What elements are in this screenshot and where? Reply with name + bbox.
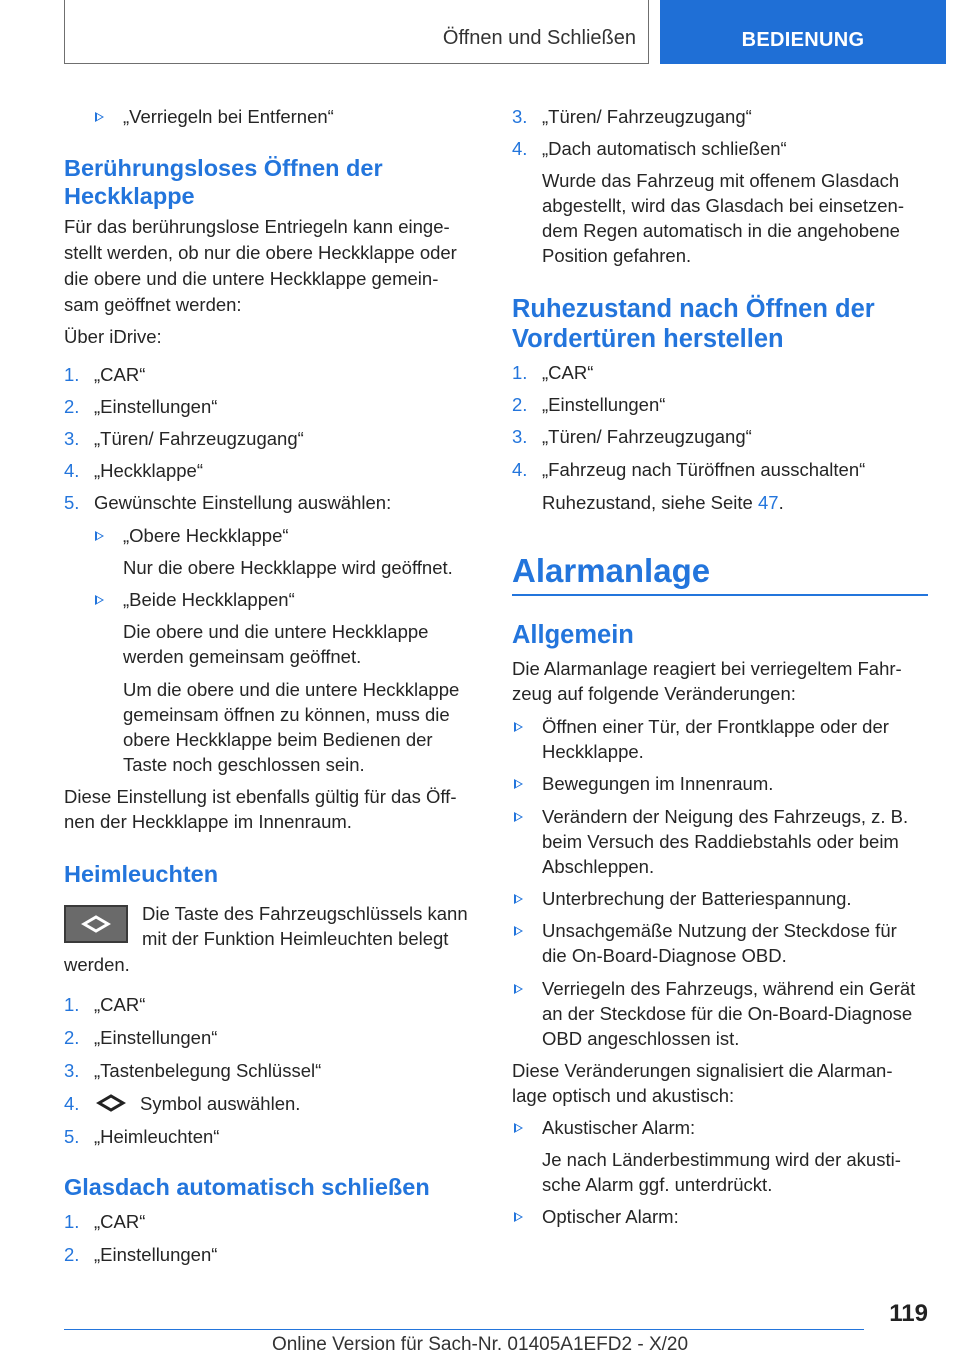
step-text: „Türen/ Fahrzeugzugang“	[94, 428, 304, 449]
step-number: 2.	[64, 396, 80, 417]
step-text: „CAR“	[542, 362, 594, 383]
sub-bullet-label: „Obere Heckklappe“	[123, 525, 289, 546]
chevron-diamond-icon	[94, 1092, 128, 1114]
step-number: 1.	[64, 1211, 80, 1232]
step-number: 2.	[64, 1244, 80, 1265]
heading-beruehrung-2: Heckklappe	[64, 183, 195, 209]
sub-bullet-text: Um die obere und die untere Heckklappe	[123, 679, 460, 700]
paragraph-line: nen der Heckklappe im Innenraum.	[64, 811, 352, 832]
sub-bullet-text: gemeinsam öffnen zu können, muss die	[123, 704, 450, 725]
bullet-text: Akustischer Alarm:	[542, 1117, 696, 1138]
step-number: 3.	[64, 1060, 80, 1081]
step-text: „Dach automatisch schließen“	[542, 138, 787, 159]
paragraph-line: stellt werden, ob nur die obere Heckklappe oder	[64, 242, 457, 263]
bullet-text: Unterbrechung der Batteriespannung.	[542, 888, 852, 909]
step-number: 3.	[512, 426, 528, 447]
step-number: 2.	[512, 394, 528, 415]
footer-divider	[64, 1329, 864, 1330]
header-chapter-title: BEDIENUNG	[741, 29, 865, 51]
sub-bullet-text: werden gemeinsam geöffnet.	[123, 646, 362, 667]
bullet-text: beim Versuch des Raddiebstahls oder beim	[542, 831, 899, 852]
bullet-text: Verändern der Neigung des Fahrzeugs, z. B.	[542, 806, 909, 827]
page-reference-dot: .	[778, 492, 784, 513]
bullet-text: an der Steckdose für die On-Board-Diagnose	[542, 1003, 913, 1024]
paragraph-line: Über iDrive:	[64, 326, 162, 347]
paragraph-line: sam geöffnet werden:	[64, 294, 242, 315]
step-text: „Türen/ Fahrzeugzugang“	[542, 426, 752, 447]
paragraph-line: Diese Einstellung ist ebenfalls gültig für das Öff-	[64, 786, 457, 807]
bullet-text: Bewegungen im Innenraum.	[542, 773, 774, 794]
bullet-triangle-icon	[514, 1123, 523, 1133]
bullet-text: Verriegeln des Fahrzeugs, während ein Gerät	[542, 978, 916, 999]
paragraph-line: mit der Funktion Heimleuchten belegt	[142, 928, 449, 949]
bullet-text: Abschleppen.	[542, 856, 655, 877]
page-link[interactable]: 47	[757, 492, 779, 513]
step-number: 1.	[64, 364, 80, 385]
header-section-title: Öffnen und Schließen	[442, 27, 636, 49]
step-text: „CAR“	[94, 994, 146, 1015]
paragraph-line: Diese Veränderungen signalisiert die Alarman-	[512, 1060, 893, 1081]
heading-glasdach: Glasdach automatisch schließen	[64, 1174, 430, 1200]
heading-ruhezustand-2: Vordertüren herstellen	[512, 325, 784, 353]
header-chapter-tab	[660, 0, 946, 64]
step-number: 4.	[512, 138, 528, 159]
heading-heimleuchten: Heimleuchten	[64, 861, 219, 887]
paragraph-line: Für das berührungslose Entriegeln kann einge-	[64, 216, 450, 237]
heading-allgemein: Allgemein	[512, 621, 634, 649]
step-number: 3.	[64, 428, 80, 449]
key-button-image	[64, 905, 128, 943]
step-text: „Türen/ Fahrzeugzugang“	[542, 106, 752, 127]
chevron-diamond-icon	[66, 907, 126, 941]
bullet-description: Je nach Länderbestimmung wird der akusti-	[542, 1149, 901, 1170]
step-text: „CAR“	[94, 364, 146, 385]
step-text: „Heckklappe“	[94, 460, 203, 481]
heading-alarmanlage: Alarmanlage	[512, 552, 711, 589]
bullet-triangle-icon	[514, 984, 523, 994]
bullet-text: OBD angeschlossen ist.	[542, 1028, 740, 1049]
page-number: 119	[889, 1300, 928, 1327]
step-number: 1.	[512, 362, 528, 383]
footer-version: Online Version für Sach-Nr. 01405A1EFD2 - X/20	[271, 1334, 689, 1355]
paragraph-line: zeug auf folgende Veränderungen:	[512, 683, 796, 704]
bullet-triangle-icon	[95, 595, 104, 605]
step-number: 3.	[512, 106, 528, 127]
step-number: 4.	[512, 459, 528, 480]
sub-bullet-text: Die obere und die untere Heckklappe	[123, 621, 429, 642]
bullet-triangle-icon	[514, 1212, 523, 1222]
step-number: 5.	[64, 1126, 80, 1147]
paragraph-line: Die Alarmanlage reagiert bei verriegeltem Fahr-	[512, 658, 902, 679]
step-number: 4.	[64, 1093, 80, 1114]
bullet-triangle-icon	[514, 812, 523, 822]
paragraph-line: werden.	[64, 954, 130, 975]
step-text: „Tastenbelegung Schlüssel“	[94, 1060, 322, 1081]
step-text: „Heimleuchten“	[94, 1126, 220, 1147]
bullet-text: Unsachgemäße Nutzung der Steckdose für	[542, 920, 897, 941]
bullet-triangle-icon	[514, 894, 523, 904]
bullet-text: die On-Board-Diagnose OBD.	[542, 945, 787, 966]
bullet-triangle-icon	[95, 112, 104, 122]
sub-bullet-label: „Beide Heckklappen“	[123, 589, 295, 610]
bullet-triangle-icon	[514, 926, 523, 936]
paragraph-line: Die Taste des Fahrzeugschlüssels kann	[142, 903, 468, 924]
step-text: Gewünschte Einstellung auswählen:	[94, 492, 392, 513]
step-description: abgestellt, wird das Glasdach bei einsetzen-	[542, 195, 904, 216]
step-number: 5.	[64, 492, 80, 513]
bullet-description: sche Alarm ggf. unterdrückt.	[542, 1174, 773, 1195]
header-section-box	[64, 0, 649, 64]
heading-divider	[512, 594, 928, 596]
bullet-text: Heckklappe.	[542, 741, 644, 762]
bullet-text: Optischer Alarm:	[542, 1206, 679, 1227]
bullet-triangle-icon	[514, 779, 523, 789]
step-description: dem Regen automatisch in die angehobene	[542, 220, 900, 241]
step-number: 2.	[64, 1027, 80, 1048]
step-number: 1.	[64, 994, 80, 1015]
sub-bullet-text: obere Heckklappe beim Bedienen der	[123, 729, 433, 750]
sub-bullet-text: Nur die obere Heckklappe wird geöffnet.	[123, 557, 453, 578]
page-reference-text: Ruhezustand, siehe Seite	[542, 492, 758, 513]
sub-bullet-text: Taste noch geschlossen sein.	[123, 754, 365, 775]
step-text: „Einstellungen“	[94, 396, 218, 417]
page-reference	[542, 490, 784, 515]
step-description: Wurde das Fahrzeug mit offenem Glasdach	[542, 170, 900, 191]
step-text: „Einstellungen“	[94, 1027, 218, 1048]
heading-ruhezustand: Ruhezustand nach Öffnen der	[512, 295, 875, 323]
step-text: „Fahrzeug nach Türöffnen ausschalten“	[542, 459, 866, 480]
step-text: „Einstellungen“	[542, 394, 666, 415]
bullet-text: „Verriegeln bei Entfernen“	[123, 106, 334, 127]
step-text: „Einstellungen“	[94, 1244, 218, 1265]
paragraph-line: die obere und die untere Heckklappe gemein-	[64, 268, 439, 289]
bullet-triangle-icon	[95, 531, 104, 541]
step-text: Symbol auswählen.	[140, 1093, 301, 1114]
heading-beruehrung: Berührungsloses Öffnen der	[64, 155, 383, 181]
bullet-triangle-icon	[514, 722, 523, 732]
step-description: Position gefahren.	[542, 245, 692, 266]
bullet-text: Öffnen einer Tür, der Frontklappe oder der	[542, 716, 889, 737]
paragraph-line: lage optisch und akustisch:	[512, 1085, 735, 1106]
step-text: „CAR“	[94, 1211, 146, 1232]
step-number: 4.	[64, 460, 80, 481]
